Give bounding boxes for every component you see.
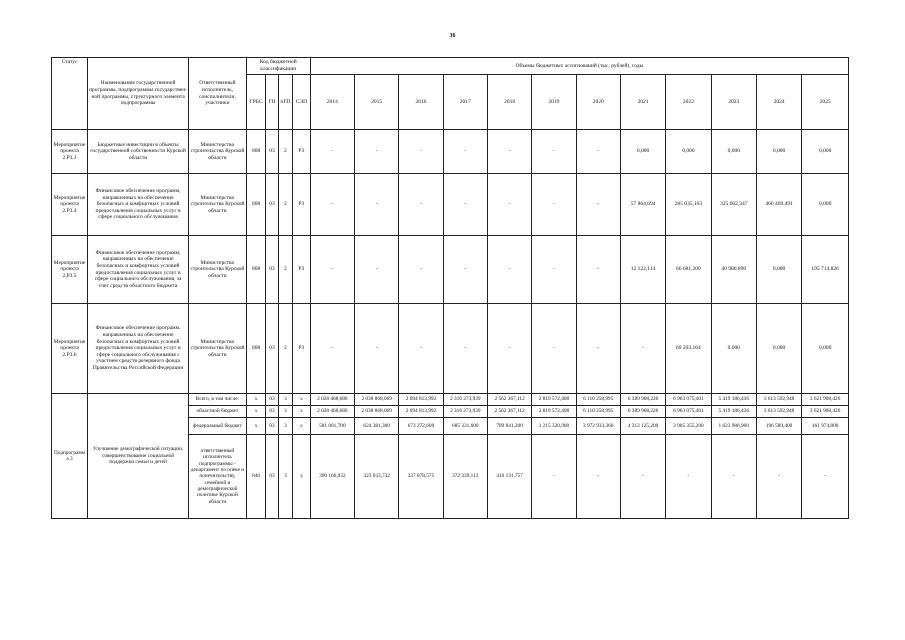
row-gp: 03 (266, 174, 278, 236)
row-value: 789 841,200 (487, 418, 531, 435)
row-value: 2 038 868,069 (355, 394, 399, 406)
row-value: - (399, 130, 443, 174)
row-value: - (310, 130, 354, 174)
row-value: - (310, 304, 354, 394)
row-value: 6 110 258,995 (576, 406, 620, 418)
row-pgp: 3 (278, 435, 292, 519)
table-row (52, 174, 849, 236)
header-year: 2018 (487, 75, 531, 130)
row-gp: 03 (266, 435, 278, 519)
row-value: 410 131,757 (487, 435, 531, 519)
row-value: 3 905 355,200 (666, 418, 711, 435)
row-value: - (711, 435, 756, 519)
row-value: 4 312 125,200 (620, 418, 665, 435)
row-pgp: 2 (278, 174, 292, 236)
row-value: 161 974,800 (802, 418, 849, 435)
row-responsible: федеральный бюджет (189, 418, 247, 435)
header-year: 2020 (576, 75, 620, 130)
row-name: Финансовое обеспечение программ, направленных на обеспечение безопасных и комфортных условий предоставления социальных услуг в сфере социального обслуживания с участием средств резервного фонда Правительства Российской Федерации (88, 304, 189, 394)
row-sep: Р3 (293, 130, 311, 174)
row-value: - (576, 174, 620, 236)
row-pgp: 2 (278, 130, 292, 174)
row-sep: x (293, 406, 311, 418)
row-sep: x (293, 435, 311, 519)
row-value: - (443, 174, 487, 236)
row-value: 3 972 933,360 (576, 418, 620, 435)
row-grbs: x (246, 406, 266, 418)
table-row (52, 236, 849, 304)
header-year: 2022 (666, 75, 711, 130)
row-value: 3 621 908,426 (802, 406, 849, 418)
row-gp: 03 (266, 406, 278, 418)
row-value: - (487, 304, 531, 394)
row-gp: 03 (266, 304, 278, 394)
row-gp: 03 (266, 418, 278, 435)
row-sep: Р3 (293, 174, 311, 236)
row-grbs: 808 (246, 174, 266, 236)
row-value: 624 381,300 (355, 418, 399, 435)
row-value: - (576, 304, 620, 394)
row-value: - (487, 130, 531, 174)
row-sep: x (293, 394, 311, 406)
row-value: - (487, 174, 531, 236)
row-gp: 03 (266, 394, 278, 406)
row-pgp: 2 (278, 304, 292, 394)
row-value: - (620, 435, 665, 519)
header-pgp: пГП (278, 75, 292, 130)
row-value: 285 035,103 (666, 174, 711, 236)
row-value: 3 621 908,426 (802, 394, 849, 406)
row-value: 3 613 592,948 (756, 406, 801, 418)
row-value: - (310, 174, 354, 236)
row-value: - (399, 236, 443, 304)
table-row (52, 394, 849, 406)
row-value: 325 602,347 (711, 174, 756, 236)
row-value: 5 419 186,436 (711, 406, 756, 418)
row-value: 323 033,732 (355, 435, 399, 519)
table-body (52, 130, 849, 519)
header-year: 2016 (399, 75, 443, 130)
row-name: Бюджетные инвестиции в объекты государственной собственности Курской области (88, 130, 189, 174)
row-value: 2 038 868,069 (355, 406, 399, 418)
header-year: 2023 (711, 75, 756, 130)
row-value: 1 623 986,900 (711, 418, 756, 435)
row-value: - (666, 435, 711, 519)
row-value: - (576, 130, 620, 174)
budget-allocation-table (51, 57, 849, 519)
row-value: 6 389 968,226 (620, 394, 665, 406)
table-header (52, 58, 849, 130)
row-grbs: 840 (246, 435, 266, 519)
row-responsible: Всего, в том числе: (189, 394, 247, 406)
row-pgp: 3 (278, 418, 292, 435)
header-volumes: Объемы бюджетных ассигнований (тыс. рублей), годы (310, 58, 848, 75)
row-status: Мероприятие проекта 2.Р3.6 (52, 304, 88, 394)
row-value: 390 166,932 (310, 435, 354, 519)
subprogram-status: Подпрограмма 3 (52, 394, 88, 519)
row-value: - (576, 236, 620, 304)
table-row (52, 304, 849, 394)
row-value: 1 215 320,900 (532, 418, 576, 435)
row-name: Финансовое обеспечение программ, направленных на обеспечение безопасных и комфортных условий предоставления социальных услуг в сфере социального обслуживания (88, 174, 189, 236)
row-value: 0,000 (756, 236, 801, 304)
row-value: 0,000 (802, 130, 849, 174)
row-gp: 03 (266, 130, 278, 174)
row-value: 2 562 367,112 (487, 394, 531, 406)
row-value: - (355, 236, 399, 304)
row-value: - (532, 435, 576, 519)
row-value: 0,000 (802, 304, 849, 394)
row-value: 2 094 813,992 (399, 406, 443, 418)
row-pgp: 2 (278, 236, 292, 304)
row-responsible: Министерство строительства Курской области (189, 304, 247, 394)
row-value: 6 963 075,401 (666, 394, 711, 406)
row-status: Мероприятие проекта 2.Р3.3 (52, 130, 88, 174)
row-value: - (532, 236, 576, 304)
row-value: 460 469,491 (756, 174, 801, 236)
row-grbs: x (246, 394, 266, 406)
row-sep: x (293, 418, 311, 435)
row-grbs: 808 (246, 236, 266, 304)
header-responsible: Ответственный исполнитель, соисполнители, участники (189, 58, 247, 130)
row-value: 0,000 (666, 130, 711, 174)
row-value: 66 681,200 (666, 236, 711, 304)
row-value: - (355, 174, 399, 236)
row-value: 5 419 186,436 (711, 394, 756, 406)
row-value: - (487, 236, 531, 304)
row-value: 12 122,114 (620, 236, 665, 304)
header-sep: СЭП (293, 75, 311, 130)
row-pgp: 3 (278, 406, 292, 418)
row-status: Мероприятие проекта 2.Р3.4 (52, 174, 88, 236)
row-grbs: 808 (246, 304, 266, 394)
row-value: 0,000 (756, 304, 801, 394)
row-value: 2 316 273,939 (443, 394, 487, 406)
header-year: 2021 (620, 75, 665, 130)
row-value: - (576, 435, 620, 519)
header-year: 2017 (443, 75, 487, 130)
row-value: 0,000 (756, 130, 801, 174)
row-name: Финансовое обеспечение программ, направленных на обеспечение безопасных и комфортных условий предоставления социальных услуг в сфере социального обслуживания, за счет средств областного бюджета (88, 236, 189, 304)
row-responsible: областной бюджет (189, 406, 247, 418)
row-value: - (532, 174, 576, 236)
row-value: - (620, 304, 665, 394)
row-value: - (310, 236, 354, 304)
row-value: 372 339,113 (443, 435, 487, 519)
row-status: Мероприятие проекта 2.Р3.5 (52, 236, 88, 304)
row-value: 2 028 468,680 (310, 394, 354, 406)
row-responsible: Министерство строительства Курской области (189, 174, 247, 236)
row-value: 337 878,575 (399, 435, 443, 519)
row-value: 6 963 075,401 (666, 406, 711, 418)
row-value: - (355, 304, 399, 394)
row-value: 3 613 592,948 (756, 394, 801, 406)
row-value: 0,000 (620, 130, 665, 174)
row-value: - (532, 130, 576, 174)
row-value: 673 272,600 (399, 418, 443, 435)
row-value: - (443, 304, 487, 394)
table-row (52, 130, 849, 174)
header-year: 2019 (532, 75, 576, 130)
row-value: - (443, 130, 487, 174)
row-value: - (756, 435, 801, 519)
row-value: 0,000 (711, 304, 756, 394)
row-value: 2 819 572,408 (532, 406, 576, 418)
row-responsible: Министерство строительства Курской области (189, 130, 247, 174)
row-value: 2 316 273,939 (443, 406, 487, 418)
header-budget-code: Код бюджетной классификации (246, 58, 310, 75)
page-number: 36 (449, 33, 456, 39)
row-value: 40 980,890 (711, 236, 756, 304)
row-responsible: Министерство строительства Курской области (189, 236, 247, 304)
row-value: 2 562 367,112 (487, 406, 531, 418)
row-value: 57 864,694 (620, 174, 665, 236)
row-value: 581 001,700 (310, 418, 354, 435)
row-value: - (802, 435, 849, 519)
row-value: - (399, 174, 443, 236)
row-value: 2 094 813,992 (399, 394, 443, 406)
row-value: - (399, 304, 443, 394)
header-gp: ГП (266, 75, 278, 130)
row-sep: Р3 (293, 304, 311, 394)
row-value: 6 389 968,226 (620, 406, 665, 418)
row-value: 196 589,400 (756, 418, 801, 435)
row-pgp: 3 (278, 394, 292, 406)
row-value: 0,000 (802, 174, 849, 236)
header-status: Статус (52, 58, 88, 130)
header-name: Наименование государственной программы, подпрограммы государствен-ной программы, структурного элемента подпрограммы (88, 58, 189, 130)
header-year: 2014 (310, 75, 354, 130)
row-grbs: 808 (246, 130, 266, 174)
header-grbs: ГРБС (246, 75, 266, 130)
row-gp: 03 (266, 236, 278, 304)
row-sep: Р3 (293, 236, 311, 304)
row-value: 0,000 (711, 130, 756, 174)
row-value: 69 203,164 (666, 304, 711, 394)
row-value: 2 028 468,680 (310, 406, 354, 418)
row-value: - (532, 304, 576, 394)
header-year: 2015 (355, 75, 399, 130)
row-responsible: ответственный исполнитель подпрограммы - департамент по опеке и попечительству, семейной и демографической политике Курской области (189, 435, 247, 519)
row-value: - (443, 236, 487, 304)
header-year: 2025 (802, 75, 849, 130)
row-value: - (355, 130, 399, 174)
row-value: 6 110 258,995 (576, 394, 620, 406)
row-value: 685 331,600 (443, 418, 487, 435)
row-grbs: x (246, 418, 266, 435)
row-value: 2 819 572,408 (532, 394, 576, 406)
subprogram-name: Улучшение демографической ситуации, совершенствование социальной поддержки семьи и детей (88, 394, 189, 519)
header-year: 2024 (756, 75, 801, 130)
row-value: 195 714,826 (802, 236, 849, 304)
